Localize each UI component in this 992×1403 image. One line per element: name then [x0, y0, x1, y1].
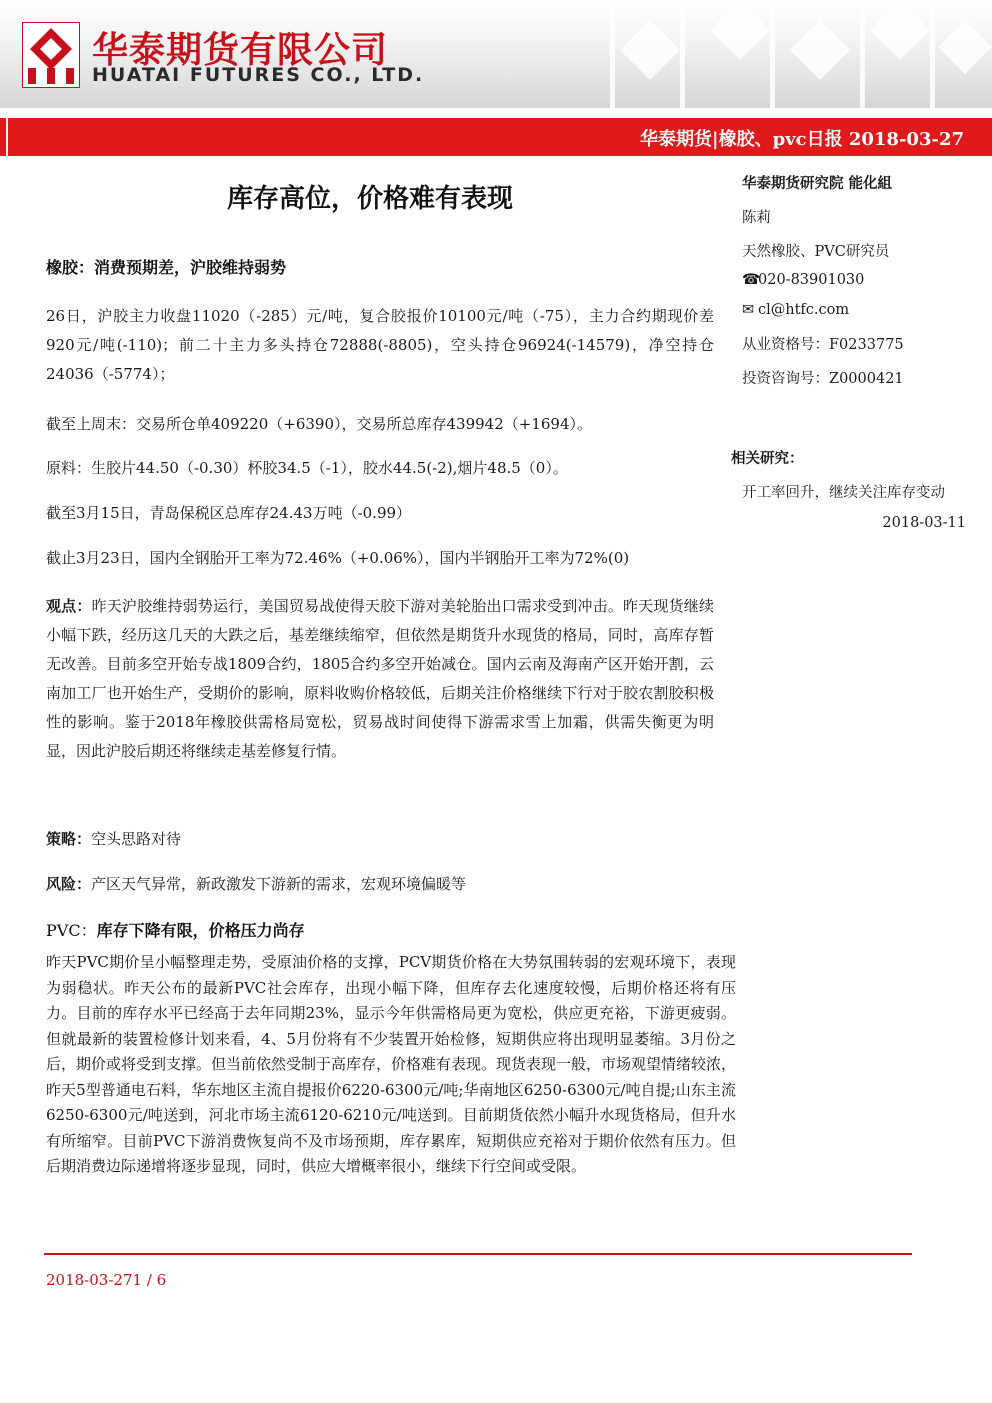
risk-label: 风险： — [46, 875, 92, 893]
author-role: 天然橡胶、PVC研究员 — [742, 244, 890, 260]
view-label: 观点： — [46, 597, 92, 615]
company-name-en: HUATAI FUTURES CO., LTD. — [92, 64, 425, 86]
page-title: 库存高位，价格难有表现 — [227, 184, 514, 214]
phone-icon: ☎ — [742, 272, 761, 288]
author-name: 陈莉 — [742, 210, 771, 226]
strategy-text: 空头思路对待 — [91, 830, 182, 848]
certificate-line — [742, 333, 904, 354]
rubber-paragraph-bonded-stock: 截至3月15日，青岛保税区总库存24.43万吨（-0.99） — [46, 504, 412, 522]
strategy-paragraph — [46, 825, 714, 854]
email-line — [742, 302, 849, 318]
related-research-date: 2018-03-11 — [882, 515, 966, 531]
phone-number: 020-83901030 — [758, 272, 865, 288]
rubber-view-paragraph — [46, 592, 714, 766]
rubber-section-heading: 橡胶：消费预期差，沪胶维持弱势 — [46, 258, 287, 277]
strategy-label: 策略： — [46, 830, 92, 848]
page-number: 2018-03-271 / 6 — [46, 1271, 167, 1289]
pvc-paragraph: 昨天PVC期价呈小幅整理走势，受原油价格的支撑，PCV期货价格在大势氛围转弱的宏观环境下，表现为弱稳状。昨天公布的最新PVC社会库存，出现小幅下降，但库存去化速度较慢，后期价格还将有压力。目前的库存水平已经高于去年同期23%，显示今年供需格局更为宽松，供应更充裕，下游更疲弱。但就最新的装置检修计划来看，4、5月份将有不少装置开始检修，短期供应将出现明显萎缩。3月份之后，期价或将受到支撑。但当前依然受制于高库存，价格难有表现。现货表现一般，市场观望情绪较浓，昨天5型普通电石料，华东地区主流自提报价6220-6300元/吨;华南地区6250-6300元/吨自提;山东主流6250-6300元/吨送到，河北市场主流6120-6210元/吨送到。目前期货依然小幅升水现货格局，但升水有所缩窄。目前PVC下游消费恢复尚不及市场预期，库存累库，短期供应充裕对于期价依然有压力。但后期消费边际递增将逐步显现，同时，供应大增概率很小，继续下行空间或受限。 — [46, 953, 737, 1175]
related-research-link[interactable]: 开工率回升，继续关注库存变动 — [742, 485, 945, 501]
related-research-title: 相关研究： — [731, 450, 804, 467]
consult-value: Z0000421 — [829, 371, 904, 387]
risk-text: 产区天气异常，新政激发下游新的需求，宏观环境偏暖等 — [91, 875, 467, 893]
report-title: 华泰期货|橡胶、pvc日报 2018-03-27 — [640, 129, 964, 150]
footer-divider — [44, 1253, 912, 1255]
certificate-value: F0233775 — [829, 337, 904, 353]
pvc-section-heading — [46, 918, 305, 941]
certificate-label: 从业资格号： — [742, 337, 829, 353]
pvc-heading-text: 库存下降有限，价格压力尚存 — [96, 921, 305, 940]
view-text: 昨天沪胶维持弱势运行，美国贸易战使得天胶下游对美轮胎出口需求受到冲击。昨天现货继续小幅下跌，经历这几天的大跌之后，基差继续缩窄，但依然是期货升水现货的格局，同时，高库存暂无改善。目前多空开始专战1809合约，1805合约多空开始减仓。国内云南及海南产区开始开割，云南加工厂也开始生产，受期价的影响，原料收购价格较低，后期关注价格继续下行对于胶农割胶积极性的影响。鉴于2018年橡胶供需格局宽松，贸易战时间使得下游需求雪上加霜，供需失衡更为明显，因此沪胶后期还将继续走基差修复行情。 — [46, 597, 714, 760]
huatai-logo-icon — [22, 22, 80, 88]
risk-paragraph — [46, 870, 714, 899]
phone-line — [742, 272, 864, 288]
envelope-icon: ✉ — [742, 302, 755, 318]
consult-line — [742, 367, 904, 388]
consult-label: 投资咨询号： — [742, 371, 829, 387]
rubber-paragraph-raw-materials: 原料：生胶片44.50（-0.30）杯胶34.5（-1），胶水44.5(-2),烟片48.5（0）。 — [46, 459, 568, 477]
company-name-cn: 华泰期货有限公司 — [92, 30, 389, 71]
pvc-heading-prefix: PVC： — [46, 921, 97, 940]
rubber-paragraph-operating-rate: 截止3月23日，国内全钢胎开工率为72.46%（+0.06%），国内半钢胎开工率为72%(0) — [46, 549, 630, 567]
rubber-paragraph-positions: 26日，沪胶主力收盘11020（-285）元/吨，复合胶报价10100元/吨（-75），主力合约期现价差920元/吨(-110)；前二十主力多头持仓72888(-8805)，空头持仓96924(-14579)，净空持仓24036（-5774）； — [46, 307, 714, 383]
institute-name: 华泰期货研究院 能化組 — [742, 175, 893, 192]
rubber-paragraph-inventory: 截至上周末：交易所仓单409220（+6390），交易所总库存439942（+1694）。 — [46, 415, 593, 433]
email-address[interactable]: cl@htfc.com — [758, 302, 850, 318]
